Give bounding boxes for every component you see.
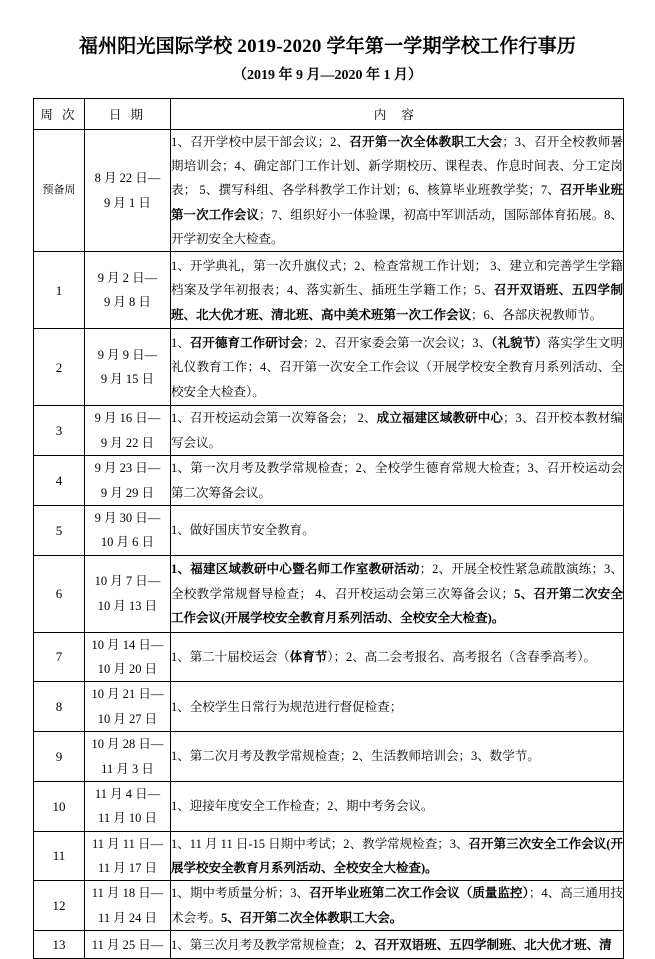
date-line-start: 10 月 7 日— xyxy=(94,574,161,589)
table-row xyxy=(34,831,624,881)
page-title: 福州阳光国际学校 2019-2020 学年第一学期学校工作行事历 xyxy=(78,36,577,57)
cell-date-range xyxy=(85,732,171,782)
date-line-end: 11 月 3 日 xyxy=(101,761,154,776)
cell-date-range xyxy=(85,329,171,406)
content-emphasis: 5、召开第二次全体教职工大会。 xyxy=(221,910,403,925)
date-line-end: 9 月 8 日 xyxy=(104,295,151,310)
cell-week-content: 1、第二十届校运会（体育节）；2、高二会考报名、高考报名（含春季高考）。 xyxy=(171,632,624,682)
content-emphasis: 体育节 xyxy=(289,649,328,664)
cell-date-range xyxy=(85,632,171,682)
cell-week-number: 8 xyxy=(34,682,85,732)
cell-week-content: 1、期中考质量分析；3、召开毕业班第二次工作会议（质量监控）；4、高三通用技术会考。5、召开第二次全体教职工大会。 xyxy=(171,881,624,931)
table-row xyxy=(34,682,624,732)
cell-week-content: 1、迎接年度安全工作检查；2、期中考务会议。 xyxy=(171,781,624,831)
date-line-start: 11 月 11 日— xyxy=(92,836,163,851)
date-line-end: 9 月 22 日 xyxy=(100,435,155,450)
table-row xyxy=(34,931,624,959)
cell-week-number: 12 xyxy=(34,881,85,931)
cell-date-range xyxy=(85,406,171,456)
column-header-content: 内 容 xyxy=(171,98,624,129)
date-line-start: 10 月 14 日— xyxy=(91,637,164,652)
table-row xyxy=(34,456,624,506)
content-emphasis: 2、召开双语班、五四学制班、北大优才班、清 xyxy=(355,937,612,952)
table-row xyxy=(34,555,624,632)
cell-week-number: 6 xyxy=(34,555,85,632)
table-row xyxy=(34,329,624,406)
date-line-start: 11 月 25 日— xyxy=(91,937,164,952)
calendar-table-wrap xyxy=(33,98,623,959)
date-line-start: 9 月 30 日— xyxy=(94,510,161,525)
cell-week-content: 1、福建区域教研中心暨名师工作室教研活动；2、开展全校性紧急疏散演练；3、全校教学常规督导检查； 4、召开校运动会第三次筹备会议；5、召开第二次安全工作会议(开展学校安全教育月系列活动、全校安全大检查)。 xyxy=(171,555,624,632)
cell-week-content: 1、第一次月考及教学常规检查；2、全校学生德育常规大检查；3、召开校运动会第二次筹备会议。 xyxy=(171,456,624,506)
content-emphasis: 成立福建区域教研中心 xyxy=(376,411,504,426)
content-emphasis: 召开毕业班第一次工作会议 xyxy=(171,183,623,222)
cell-week-content: 1、召开德育工作研讨会；2、召开家委会第一次会议；3、（礼貌节）落实学生文明礼仪教育工作；4、召开第一次安全工作会议（开展学校安全教育月系列活动、全校安全大检查）。 xyxy=(171,329,624,406)
content-emphasis: （礼貌节） xyxy=(491,335,548,350)
table-body xyxy=(34,129,624,959)
date-line-end: 9 月 1 日 xyxy=(104,195,151,210)
cell-date-range xyxy=(85,931,171,959)
date-line-end: 11 月 10 日 xyxy=(98,811,157,826)
cell-date-range xyxy=(85,555,171,632)
cell-date-range xyxy=(85,781,171,831)
table-row xyxy=(34,632,624,682)
cell-week-number: 7 xyxy=(34,632,85,682)
cell-week-number: 11 xyxy=(34,831,85,881)
cell-week-number: 5 xyxy=(34,505,85,555)
table-row xyxy=(34,781,624,831)
content-emphasis: 召开双语班、五四学制班、北大优才班、清北班、高中美术班第一次工作会议 xyxy=(171,283,623,322)
cell-date-range xyxy=(85,881,171,931)
cell-week-content: 1、召开校运动会第一次筹备会； 2、成立福建区域教研中心；3、召开校本教材编写会议。 xyxy=(171,406,624,456)
cell-date-range xyxy=(85,682,171,732)
cell-week-content: 1、第三次月考及教学常规检查； 2、召开双语班、五四学制班、北大优才班、清 xyxy=(171,931,624,959)
date-line-end: 10 月 27 日 xyxy=(97,711,158,726)
table-row xyxy=(34,732,624,782)
content-emphasis: 召开毕业班第二次工作会议（质量监控） xyxy=(309,886,529,901)
cell-week-number: 1 xyxy=(34,252,85,329)
cell-week-number: 预备周 xyxy=(34,129,85,252)
table-row xyxy=(34,129,624,252)
date-line-start: 11 月 18 日— xyxy=(91,886,164,901)
content-emphasis: 召开德育工作研讨会 xyxy=(189,335,303,350)
cell-week-number: 10 xyxy=(34,781,85,831)
date-line-start: 9 月 23 日— xyxy=(94,461,161,476)
cell-date-range xyxy=(85,831,171,881)
cell-week-number: 4 xyxy=(34,456,85,506)
date-line-start: 9 月 2 日— xyxy=(97,271,158,286)
date-line-end: 10 月 13 日 xyxy=(97,598,158,613)
content-emphasis: 召开第一次全体教职工大会 xyxy=(349,134,503,149)
cell-week-content: 1、召开学校中层干部会议；2、召开第一次全体教职工大会；3、召开全校教师暑期培训会；4、确定部门工作计划、新学期校历、课程表、作息时间表、分工定岗表； 5、撰写科组、各学科教学工作计划；6、核算毕业班教学奖；7、召开毕业班第一次工作会议；7、组织好小一体验课，初高中军训活动，国际部体育拓展。8、开学初安全大检查。 xyxy=(171,129,624,252)
table-row xyxy=(34,406,624,456)
table-row xyxy=(34,505,624,555)
cell-week-number: 13 xyxy=(34,931,85,959)
date-line-start: 9 月 16 日— xyxy=(94,411,161,426)
cell-week-content: 1、全校学生日常行为规范进行督促检查； xyxy=(171,682,624,732)
cell-week-number: 9 xyxy=(34,732,85,782)
cell-week-content: 1、第二次月考及教学常规检查；2、生活教师培训会；3、数学节。 xyxy=(171,732,624,782)
cell-week-number: 2 xyxy=(34,329,85,406)
table-row xyxy=(34,881,624,931)
date-line-start: 8 月 22 日— xyxy=(94,171,161,186)
cell-date-range xyxy=(85,456,171,506)
cell-date-range xyxy=(85,505,171,555)
date-line-end: 10 月 20 日 xyxy=(97,662,158,677)
table-header xyxy=(34,98,624,129)
date-line-end: 9 月 15 日 xyxy=(100,372,155,387)
cell-week-content: 1、做好国庆节安全教育。 xyxy=(171,505,624,555)
date-line-end: 11 月 17 日 xyxy=(98,861,157,876)
content-emphasis: 召开第三次安全工作会议(开展学校安全教育月系列活动、全校安全大检查)。 xyxy=(171,836,623,876)
cell-week-number: 3 xyxy=(34,406,85,456)
cell-week-content: 1、开学典礼，第一次升旗仪式；2、检查常规工作计划； 3、建立和完善学生学籍档案及学年初报表；4、落实新生、插班生学籍工作；5、召开双语班、五四学制班、北大优才班、清北班、高中美术班第一次工作会议；6、各部庆祝教师节。 xyxy=(171,252,624,329)
date-line-start: 10 月 28 日— xyxy=(91,737,164,752)
page-subtitle: （2019 年 9 月—2020 年 1 月） xyxy=(233,67,422,83)
date-line-start: 9 月 9 日— xyxy=(97,348,158,363)
school-calendar-table xyxy=(33,98,624,959)
column-header-date: 日 期 xyxy=(85,98,171,129)
column-header-week: 周 次 xyxy=(34,98,85,129)
cell-date-range xyxy=(85,129,171,252)
date-line-start: 10 月 21 日— xyxy=(91,687,164,702)
table-row xyxy=(34,252,624,329)
date-line-start: 11 月 4 日— xyxy=(94,786,161,801)
table-header-row xyxy=(34,98,624,129)
content-emphasis: 1、福建区域教研中心暨名师工作室教研活动 xyxy=(171,562,420,577)
date-line-end: 9 月 29 日 xyxy=(100,485,155,500)
cell-week-content: 1、11 月 11 日-15 日期中考试；2、教学常规检查；3、召开第三次安全工作会议(开展学校安全教育月系列活动、全校安全大检查)。 xyxy=(171,831,624,881)
date-line-end: 10 月 6 日 xyxy=(100,535,155,550)
date-line-end: 11 月 24 日 xyxy=(98,910,157,925)
title-block xyxy=(0,0,655,85)
content-emphasis: 5、召开第二次安全工作会议(开展学校安全教育月系列活动、全校安全大检查)。 xyxy=(171,586,623,625)
cell-date-range xyxy=(85,252,171,329)
